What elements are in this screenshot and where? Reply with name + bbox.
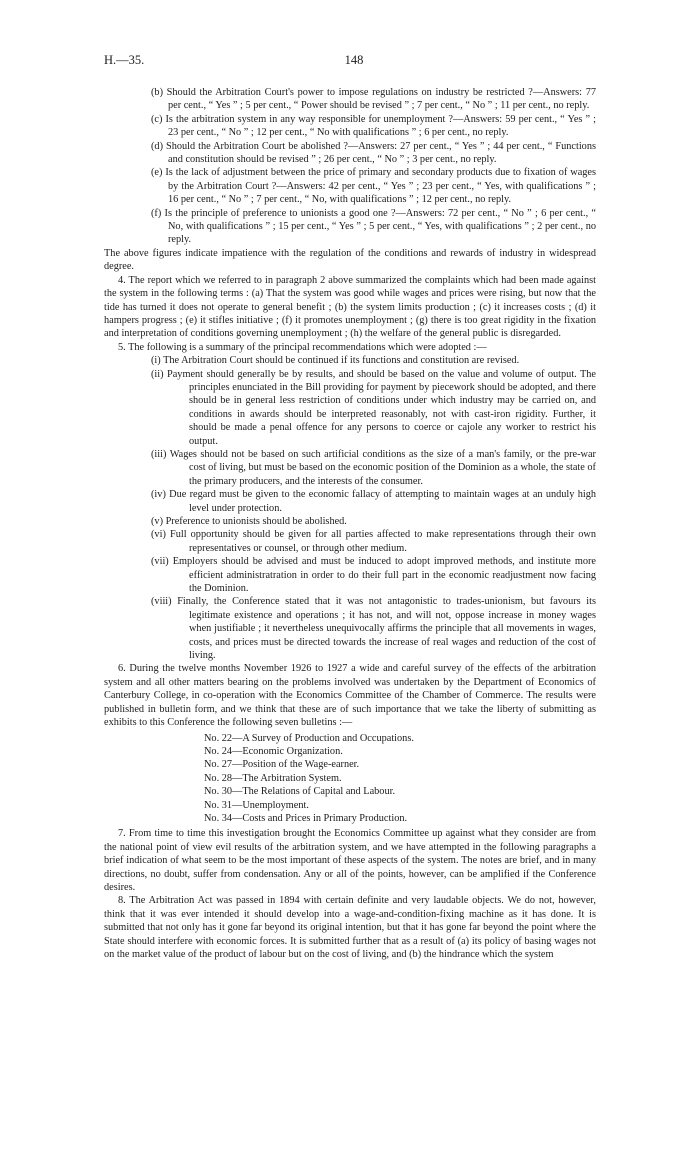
recommendation-vi: (vi) Full opportunity should be given for all parties affected to make representations through their own representatives or counsel, or through other medium. xyxy=(151,529,596,554)
bulletin-list xyxy=(104,732,596,826)
page-number: 148 xyxy=(344,53,364,67)
question-f: (f) Is the principle of preference to unionists a good one ?—Answers: 72 per cent., “ No ” ; 6 per cent., “ No, with qualifications ” ; 15 per cent., “ Yes ” ; 5 per cent., “ Yes, with qualifications ” ; 2 per cent., no reply. xyxy=(151,207,596,246)
page-header xyxy=(104,52,604,68)
bulletin-item: No. 27—Position of the Wage-earner. xyxy=(204,759,360,771)
summary-line: The above figures indicate impatience with the regulation of the conditions and rewards of industry in widespread degree. xyxy=(104,247,596,273)
document-reference: H.—35. xyxy=(104,53,145,67)
recommendation-iv: (iv) Due regard must be given to the economic fallacy of attempting to maintain wages at an unduly high level under protection. xyxy=(151,489,596,514)
question-d: (d) Should the Arbitration Court be abolished ?—Answers: 27 per cent., “ Yes ” ; 44 per cent., “ Functions and constitution should be revised ” ; 26 per cent., “ No ” ; 3 per cent., no reply. xyxy=(151,140,596,166)
paragraph-4: 4. The report which we referred to in paragraph 2 above summarized the complaints which had been made against the system in the following terms : (a) That the system was good while wages and prices were rising, but now that the tide has turned it does not operate to general benefit ; (b) the system limits production ; (c) it increases costs ; (d) it hampers progress ; (e) it stifles initiative ; (f) it promotes unemployment ; (g) there is too great rigidity in the fixation and interpretation of conditions governing unemployment ; (h) the welfare of the general public is disregarded. xyxy=(104,274,596,340)
bulletin-item: No. 28—The Arbitration System. xyxy=(204,772,342,784)
bulletin-item: No. 22—A Survey of Production and Occupations. xyxy=(204,732,414,744)
recommendation-ii: (ii) Payment should generally be by results, and should be based on the value and volume of output. The principles enunciated in the Bill providing for payment by piecework should be adopted, and there should be in general less restriction of conditions under which industry may be carried on, and conditions in awards should be interpreted reasonably, not with cast-iron rigidity. Further, it should be made a penal offence for any persons to coerce or cajole any worker to restrict his output. xyxy=(151,368,596,447)
bulletin-item: No. 30—The Relations of Capital and Labour. xyxy=(204,786,396,798)
paragraph-5-intro: 5. The following is a summary of the principal recommendations which were adopted :— xyxy=(118,341,487,353)
bulletin-item: No. 24—Economic Organization. xyxy=(204,745,343,757)
recommendation-vii: (vii) Employers should be advised and must be induced to adopt improved methods, and institute more efficient administratration in order to do their full part in the economic readjustment now facing the Dominion. xyxy=(151,556,596,595)
page-body xyxy=(104,86,596,961)
bulletin-item: No. 34—Costs and Prices in Primary Production. xyxy=(204,812,408,824)
paragraph-6: 6. During the twelve months November 1926 to 1927 a wide and careful survey of the effects of the arbitration system and all other matters bearing on the problems involved was undertaken by the Department of Economics of Canterbury College, in co-operation with the Economics Committee of the Chamber of Commerce. The results were published in bulletin form, and we think that these are of such importance that we take the liberty of submitting as exhibits to this Conference the following seven bulletins :— xyxy=(104,663,596,729)
recommendation-viii: (viii) Finally, the Conference stated that it was not antagonistic to trades-unionism, but favours its legitimate existence and operations ; it has not, and will not, oppose increase in money wages when justifiable ; it nevertheless unequivocally affirms the principle that all movements in wages, costs, and prices must be directed towards the increase of real wages and reduction of the cost of living. xyxy=(151,596,596,662)
recommendation-iii: (iii) Wages should not be based on such artificial conditions as the size of a man's family, or the pre-war cost of living, but must be based on the economic position of the Dominion as a whole, the state of the primary producers, and the interests of the consumer. xyxy=(151,448,596,487)
paragraph-8: 8. The Arbitration Act was passed in 1894 with certain definite and very laudable objects. We do not, however, think that it was ever intended it should develop into a wage-and-condition-fixing machine as it has done. It is submitted that not only has it gone far beyond its original intention, but that it has gone far beyond the point where the State should interfere with economic forces. It is submitted further that as a result of (a) its policy of basing wages not on the market value of the product of labour but on the cost of living, and (b) the hindrance which the system xyxy=(104,895,596,960)
question-b: (b) Should the Arbitration Court's power to impose regulations on industry be restricted ?—Answers: 77 per cent., “ Yes ” ; 5 per cent., “ Power should be revised ” ; 7 per cent., “ No ” ; 11 per cent., no reply. xyxy=(151,87,596,112)
question-e: (e) Is the lack of adjustment between the price of primary and secondary products due to fixation of wages by the Arbitration Court ?—Answers: 42 per cent., “ Yes ” ; 23 per cent., “ Yes, with qualifications ” ; 16 per cent., “ No ” ; 7 per cent., “ No, with qualifications ” ; 12 per cent., no reply. xyxy=(151,167,596,206)
recommendation-i: (i) The Arbitration Court should be continued if its functions and constitution are revised. xyxy=(151,355,520,367)
recommendation-v: (v) Preference to unionists should be abolished. xyxy=(151,516,347,527)
paragraph-7: 7. From time to time this investigation brought the Economics Committee up against what they consider are from the national point of view evil results of the arbitration system, and we have attempted in the following paragraphs a brief indication of what seem to be the most important of these aspects of the system. The notes are brief, and in many directions, no doubt, suffer from condensation. Any or all of the points, however, can be amplified if the Conference desires. xyxy=(104,828,596,893)
question-c: (c) Is the arbitration system in any way responsible for unemployment ?—Answers: 59 per cent., “ Yes ” ; 23 per cent., “ No ” ; 12 per cent., “ No with qualifications ” ; 6 per cent., no reply. xyxy=(151,113,596,139)
bulletin-item: No. 31—Unemployment. xyxy=(204,799,309,811)
